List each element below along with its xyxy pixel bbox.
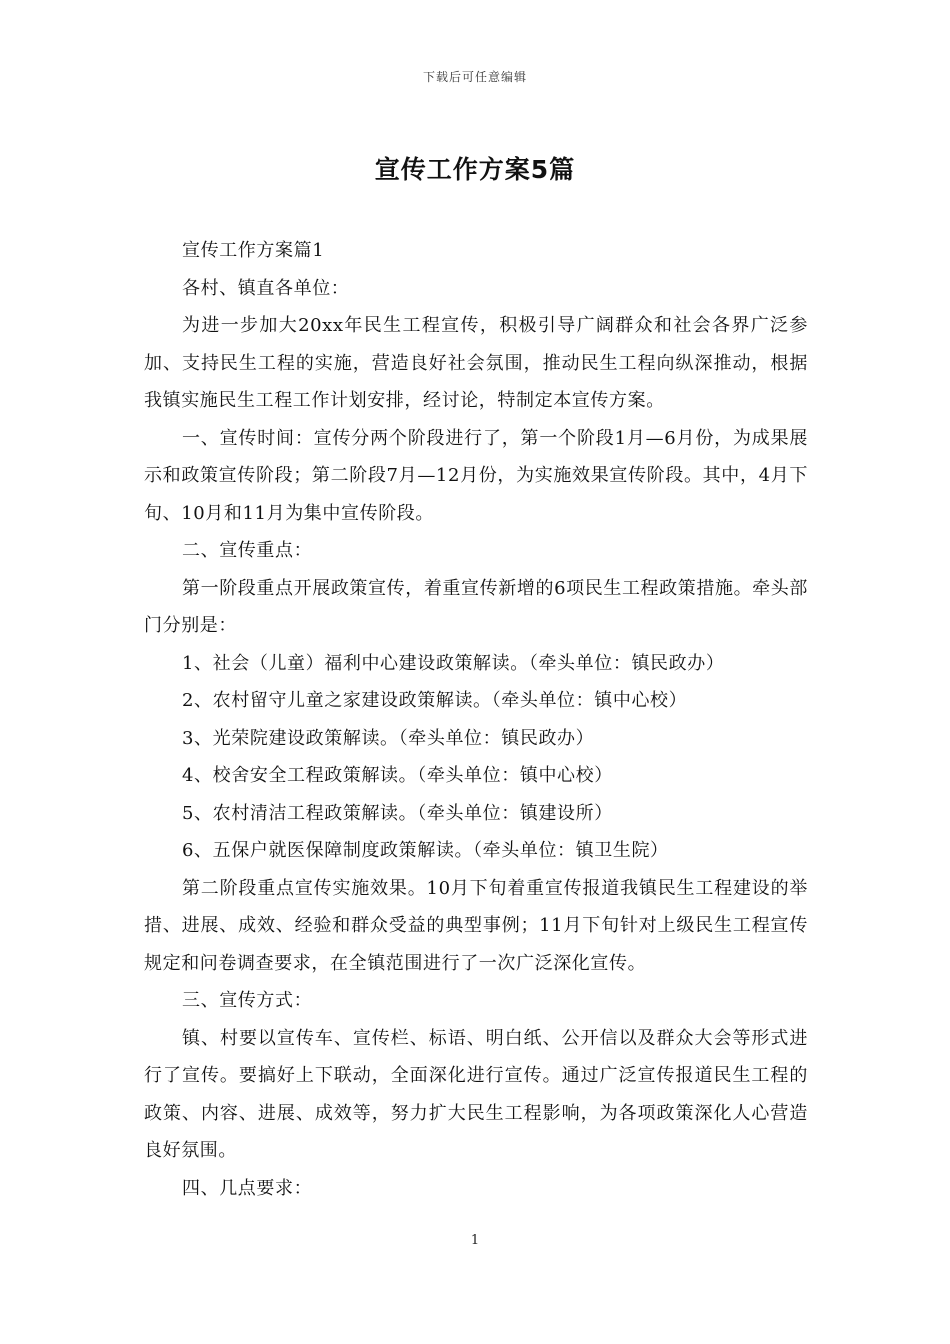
paragraph-methods: 镇、村要以宣传车、宣传栏、标语、明白纸、公开信以及群众大会等形式进行了宣传。要搞好上下联动，全面深化进行宣传。通过广泛宣传报道民生工程的政策、内容、进展、成效等，努力扩大民生工程影响，为各项政策深化人心营造良好氛围。 — [144, 1027, 808, 1161]
salutation: 各村、镇直各单位： — [182, 277, 350, 299]
paragraph-stage-two: 第二阶段重点宣传实施效果。10月下旬着重宣传报道我镇民生工程建设的举措、进展、成效、经验和群众受益的典型事例；11月下旬针对上级民生工程宣传规定和问卷调查要求，在全镇范围进行了一次广泛深化宣传。 — [144, 877, 808, 974]
heading-publicity-methods: 三、宣传方式： — [182, 990, 313, 1011]
list-item-2: 2、农村留守儿童之家建设政策解读。（牵头单位：镇中心校） — [182, 690, 688, 711]
list-item-3: 3、光荣院建设政策解读。（牵头单位：镇民政办） — [182, 727, 595, 749]
section-heading-1: 宣传工作方案篇1 — [182, 240, 325, 261]
list-item-6: 6、五保户就医保障制度政策解读。（牵头单位：镇卫生院） — [182, 840, 669, 861]
paragraph-stage-one: 第一阶段重点开展政策宣传，着重宣传新增的6项民生工程政策措施。牵头部门分别是： — [144, 577, 808, 636]
heading-requirements: 四、几点要求： — [182, 1177, 313, 1199]
intro-paragraph: 为进一步加大20xx年民生工程宣传，积极引导广阔群众和社会各界广泛参加、支持民生工程的实施，营造良好社会氛围，推动民生工程向纵深推动，根据我镇实施民生工程工作计划安排，经讨论，特制定本宣传方案。 — [144, 315, 808, 411]
list-item-5: 5、农村清洁工程政策解读。（牵头单位：镇建设所） — [182, 802, 613, 824]
list-item-1: 1、社会（儿童）福利中心建设政策解读。（牵头单位：镇民政办） — [182, 652, 725, 674]
paragraph-publicity-time: 一、宣传时间：宣传分两个阶段进行了，第一个阶段1月—6月份，为成果展示和政策宣传阶段；第二阶段7月—12月份，为实施效果宣传阶段。其中，4月下旬、10月和11月为集中宣传阶段。 — [144, 427, 808, 524]
heading-publicity-focus: 二、宣传重点： — [182, 540, 313, 561]
list-item-4: 4、校舍安全工程政策解读。（牵头单位：镇中心校） — [182, 765, 613, 786]
page-number: 1 — [470, 1233, 480, 1248]
document-title: 宣传工作方案5篇 — [374, 155, 576, 184]
header-note: 下载后可任意编辑 — [422, 70, 527, 84]
document-body — [144, 232, 808, 1207]
